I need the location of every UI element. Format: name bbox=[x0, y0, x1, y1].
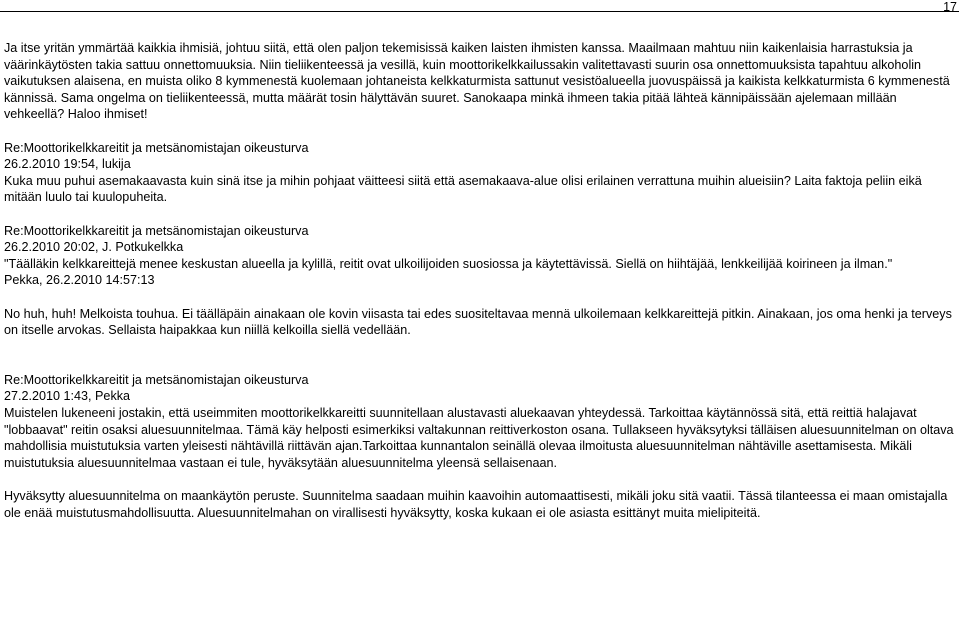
post-2-quote-author: Pekka, 26.2.2010 14:57:13 bbox=[4, 273, 155, 288]
post-2-body: No huh, huh! Melkoista touhua. Ei täälläpäin ainakaan ole kovin viisasta tai edes suositeltavaa mennä ulkoilemaan kelkkareittejä pitkin. Ainakaan, jos oma henki ja terveys on itselle arvokas. Sellaista haipakkaa kun niillä kelkoilla siellä vedellään. bbox=[4, 306, 952, 338]
post-2-quote: "Täälläkin kelkkareittejä menee keskustan alueella ja kylillä, reitit ovat ulkoilijoiden suosiossa ja käytettävissä. Siellä on hiihtäjää, lenkkeilijää koirineen ja ilman." bbox=[4, 256, 893, 271]
post-2-subject: Re:Moottorikelkkareitit ja metsänomistajan oikeusturva bbox=[4, 223, 309, 238]
post-3-meta: 27.2.2010 1:43, Pekka bbox=[4, 389, 131, 404]
post-3-body-2: Hyväksytty aluesuunnitelma on maankäytön peruste. Suunnitelma saadaan muihin kaavoihin automaattisesti, mikäli joku sitä vaatii. Tässä tilanteessa ei maan omistajalla ole enää muistutusmahdollisuutta. Aluesuunnitelmahan on virallisesti hyväksytty, koska kukaan ei ole asiasta esittänyt muita mielipiteitä. bbox=[4, 489, 948, 520]
spacer bbox=[4, 123, 957, 140]
intro-paragraph: Ja itse yritän ymmärtää kaikkia ihmisiä, johtuu siitä, että olen paljon tekemisissä kaiken laisten ihmisten kanssa. Maailmaan mahtuu niin kaikenlaisia harrastuksia ja väärinkäytösten takia sattuu onnettomuuksia. Niin tieliikenteessä ja vesillä, kuin moottorikelkkailussakin valitettavasti suurin osa onnettomuuksista tapahtuu alkoholin vaikutuksen alaisena, en muista oliko 8 kymmenestä kuolemaan johtaneista kelkkaturmista sattunut vesistöalueella juovuspäissä ja kaikista kelkkaturmista 6 kymmenestä kännissä. Sama ongelma on tieliikenteessä, mutta määrät tosin hälyttävän suuret. Sanokaapa minkä ihmeen takia pitää lähteä kännipäissään ajelemaan millään vehkeellä? Haloo ihmiset! bbox=[4, 41, 950, 122]
post-2-meta: 26.2.2010 20:02, J. Potkukelkka bbox=[4, 240, 184, 255]
spacer bbox=[4, 339, 957, 372]
document-content bbox=[4, 40, 957, 521]
post-1-subject: Re:Moottorikelkkareitit ja metsänomistajan oikeusturva bbox=[4, 140, 309, 155]
post-3-subject: Re:Moottorikelkkareitit ja metsänomistajan oikeusturva bbox=[4, 372, 309, 387]
page-number: 17 bbox=[943, 0, 957, 14]
post-3-body-1: Muistelen lukeneeni jostakin, että useimmiten moottorikelkkareitti suunnitellaan alustavasti aluekaavan yhteydessä. Tarkoittaa käytännössä sitä, että reittiä halajavat "lobbaavat" reitin osaksi aluesuunnitelmaa. Tämä käy helposti esimerkiksi valtakunnan reittiverkoston osana. Tullakseen hyväksytyksi tälläisen aluesuunnitelman on oltava mahdollisia muistutuksia varten yleisesti nähtävillä riittävän ajan.Tarkoittaa kunnantalon seinällä olevaa ilmoitusta aluesuunnitelman nähtäville asettamisesta. Mikäli muistutuksia aluesuunnitelmaa vastaan ei tule, hyväksytään aluesuunnitelma yleensä sellaisenaan. bbox=[4, 406, 954, 470]
spacer bbox=[4, 471, 957, 488]
spacer bbox=[4, 289, 957, 306]
post-1-body: Kuka muu puhui asemakaavasta kuin sinä itse ja mihin pohjaat väitteesi siitä että asemakaava-alue olisi erilainen verrattuna muihin alueisiin? Laita faktoja peliin eikä mitään luulo tai kuulopuheita. bbox=[4, 173, 922, 205]
post-1-meta: 26.2.2010 19:54, lukija bbox=[4, 157, 131, 172]
spacer bbox=[4, 206, 957, 223]
